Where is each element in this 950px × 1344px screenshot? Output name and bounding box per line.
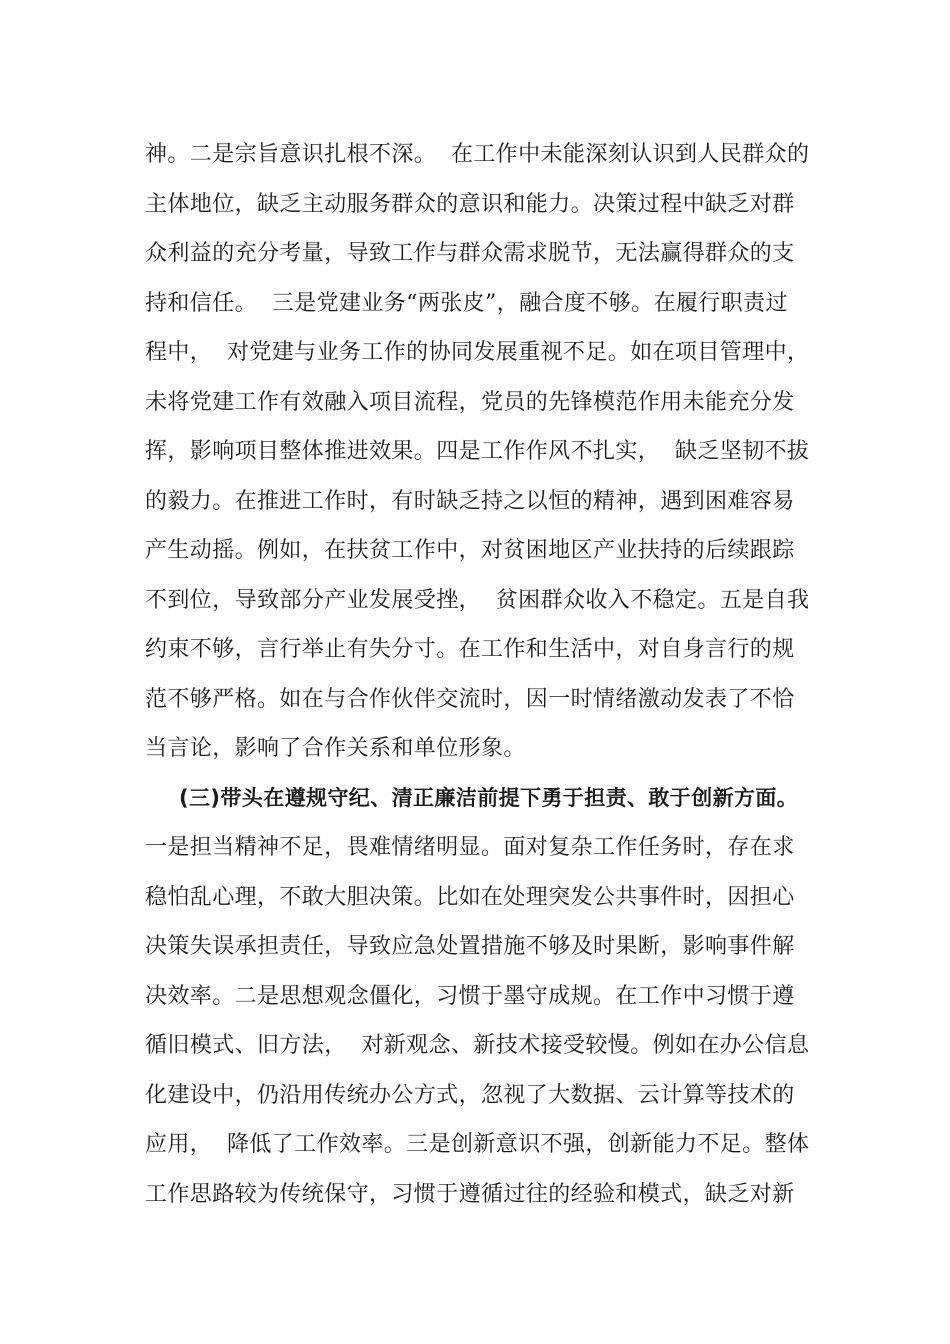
body-line: 工作思路较为传统保守，习惯于遵循过往的经验和模式，缺乏对新 bbox=[145, 1181, 795, 1207]
body-line: 不到位，导致部分产业发展受挫， 贫困群众收入不稳定。五是自我 bbox=[145, 587, 810, 613]
body-line: 决效率。二是思想观念僵化，习惯于墨守成规。在工作中习惯于遵 bbox=[145, 983, 795, 1009]
body-line: 产生动摇。例如，在扶贫工作中，对贫困地区产业扶持的后续跟踪 bbox=[145, 538, 795, 563]
body-line: 挥，影响项目整体推进效果。四是工作作风不扎实， 缺乏坚韧不拔 bbox=[145, 439, 810, 464]
body-line: 应用， 降低了工作效率。三是创新意识不强，创新能力不足。整体 bbox=[145, 1132, 810, 1157]
document-body bbox=[145, 130, 815, 1219]
body-line: 主体地位，缺乏主动服务群众的意识和能力。决策过程中缺乏对群 bbox=[145, 191, 795, 217]
body-line: 一是担当精神不足，畏难情绪明显。面对复杂工作任务时，存在求 bbox=[145, 835, 795, 860]
section-heading: (三)带头在遵规守纪、清正廉洁前提下勇于担责、敢于创新方面。 bbox=[179, 785, 799, 810]
body-line: 当言论，影响了合作关系和单位形象。 bbox=[145, 736, 526, 761]
body-line: 范不够严格。如在与合作伙伴交流时，因一时情绪激动发表了不恰 bbox=[145, 686, 795, 712]
body-line: 未将党建工作有效融入项目流程，党员的先锋模范作用未能充分发 bbox=[145, 389, 795, 415]
body-line: 神。二是宗旨意识扎根不深。 在工作中未能深刻认识到人民群众的 bbox=[145, 142, 810, 167]
body-line: 程中， 对党建与业务工作的协同发展重视不足。如在项目管理中， bbox=[145, 340, 810, 365]
body-line: 化建设中，仍沿用传统办公方式，忽视了大数据、云计算等技术的 bbox=[145, 1082, 795, 1108]
body-line: 决策失误承担责任，导致应急处置措施不够及时果断，影响事件解 bbox=[145, 934, 795, 959]
body-line: 约束不够，言行举止有失分寸。在工作和生活中，对自身言行的规 bbox=[145, 637, 795, 662]
body-line: 循旧模式、旧方法， 对新观念、新技术接受较慢。例如在办公信息 bbox=[145, 1033, 810, 1058]
body-line: 持和信任。 三是党建业务“两张皮”，融合度不够。在履行职责过 bbox=[145, 290, 788, 316]
body-line: 稳怕乱心理，不敢大胆决策。比如在处理突发公共事件时，因担心 bbox=[145, 884, 795, 910]
body-line: 众利益的充分考量，导致工作与群众需求脱节，无法赢得群众的支 bbox=[145, 241, 795, 266]
body-line: 的毅力。在推进工作时，有时缺乏持之以恒的精神，遇到困难容易 bbox=[145, 488, 795, 514]
